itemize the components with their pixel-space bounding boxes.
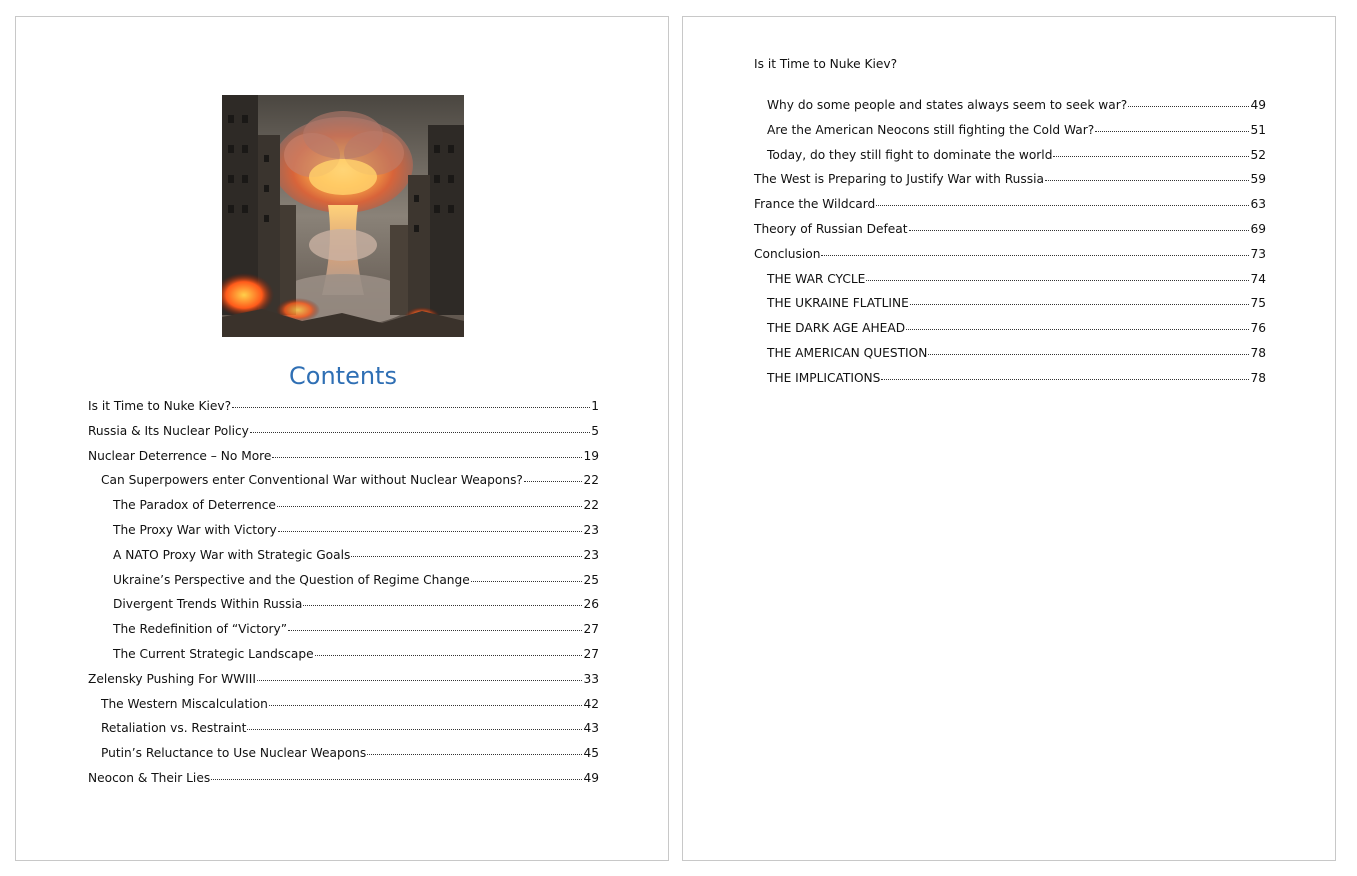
toc-leader-dots — [471, 580, 583, 582]
toc-entry[interactable] — [754, 143, 1266, 168]
toc-page-number[interactable]: 22 — [583, 473, 599, 488]
toc-entry-title[interactable]: Is it Time to Nuke Kiev? — [88, 399, 232, 413]
table-of-contents-left — [88, 394, 599, 791]
toc-page-number[interactable]: 27 — [583, 622, 599, 637]
toc-entry-title[interactable]: THE IMPLICATIONS — [767, 370, 881, 385]
toc-leader-dots — [269, 704, 583, 706]
toc-entry[interactable] — [88, 741, 599, 766]
toc-entry[interactable] — [88, 667, 599, 692]
toc-leader-dots — [866, 279, 1249, 281]
toc-entry[interactable] — [754, 93, 1266, 118]
toc-page-number[interactable]: 49 — [583, 770, 599, 785]
toc-leader-dots — [928, 353, 1249, 355]
toc-page-number[interactable]: 45 — [583, 746, 599, 761]
toc-leader-dots — [367, 753, 582, 755]
toc-entry[interactable] — [88, 592, 599, 617]
toc-entry[interactable] — [754, 242, 1266, 267]
toc-entry-title[interactable]: Retaliation vs. Restraint — [101, 721, 247, 736]
toc-page-number[interactable]: 26 — [583, 597, 599, 612]
toc-entry-title[interactable]: Ukraine’s Perspective and the Question of Regime Change — [113, 572, 470, 587]
toc-page-number[interactable]: 51 — [1250, 122, 1266, 137]
toc-entry-title[interactable]: THE WAR CYCLE — [767, 271, 866, 286]
toc-leader-dots — [876, 204, 1249, 206]
toc-entry[interactable] — [754, 118, 1266, 143]
toc-entry[interactable] — [754, 167, 1266, 192]
toc-entry-title[interactable]: The Redefinition of “Victory” — [113, 622, 288, 637]
toc-entry[interactable] — [88, 568, 599, 593]
toc-page-number[interactable]: 23 — [583, 547, 599, 562]
toc-entry[interactable] — [88, 394, 599, 419]
toc-entry-title[interactable]: Theory of Russian Defeat — [754, 221, 908, 236]
toc-entry-title[interactable]: A NATO Proxy War with Strategic Goals — [113, 547, 351, 562]
toc-entry-title[interactable]: THE AMERICAN QUESTION — [767, 345, 928, 360]
toc-entry-title[interactable]: The Current Strategic Landscape — [113, 646, 314, 661]
toc-leader-dots — [1128, 105, 1249, 107]
toc-leader-dots — [909, 229, 1250, 231]
toc-entry-title[interactable]: Can Superpowers enter Conventional War without Nuclear Weapons? — [101, 473, 523, 488]
toc-entry[interactable] — [88, 518, 599, 543]
toc-leader-dots — [211, 778, 582, 780]
toc-leader-dots — [351, 555, 582, 557]
toc-leader-dots — [1053, 155, 1249, 157]
toc-entry-title[interactable]: France the Wildcard — [754, 197, 876, 212]
toc-page-number[interactable]: 22 — [583, 498, 599, 513]
toc-entry[interactable] — [754, 341, 1266, 366]
document-page-right — [682, 16, 1336, 861]
toc-entry-title[interactable]: Divergent Trends Within Russia — [113, 597, 303, 612]
toc-page-number[interactable]: 73 — [1250, 246, 1266, 261]
toc-entry[interactable] — [754, 267, 1266, 292]
table-of-contents-right — [754, 93, 1266, 391]
toc-leader-dots — [881, 378, 1249, 380]
toc-entry[interactable] — [88, 642, 599, 667]
toc-page-number[interactable]: 49 — [1250, 98, 1266, 112]
toc-leader-dots — [250, 431, 590, 433]
toc-page-number[interactable]: 19 — [583, 448, 599, 463]
toc-entry[interactable] — [88, 468, 599, 493]
toc-page-number[interactable]: 59 — [1250, 172, 1266, 187]
toc-page-number[interactable]: 78 — [1250, 345, 1266, 360]
toc-entry[interactable] — [88, 617, 599, 642]
toc-leader-dots — [910, 303, 1250, 305]
toc-entry-title[interactable]: Putin’s Reluctance to Use Nuclear Weapons — [101, 746, 367, 761]
toc-entry-title[interactable]: Conclusion — [754, 246, 821, 261]
toc-leader-dots — [303, 604, 582, 606]
toc-leader-dots — [277, 505, 583, 507]
toc-entry-title[interactable]: THE UKRAINE FLATLINE — [767, 296, 909, 311]
page-header-title: Is it Time to Nuke Kiev? — [754, 57, 898, 71]
toc-leader-dots — [1045, 179, 1250, 181]
toc-entry[interactable] — [88, 444, 599, 469]
toc-page-number[interactable]: 43 — [583, 721, 599, 736]
toc-entry-title[interactable]: Nuclear Deterrence – No More — [88, 448, 272, 463]
toc-entry-title[interactable]: The Proxy War with Victory — [113, 522, 277, 537]
toc-entry-title[interactable]: Are the American Neocons still fighting the Cold War? — [767, 122, 1095, 137]
toc-page-number[interactable]: 75 — [1250, 296, 1266, 311]
toc-page-number[interactable]: 23 — [583, 522, 599, 537]
toc-page-number[interactable]: 76 — [1250, 321, 1266, 336]
toc-entry[interactable] — [754, 366, 1266, 391]
toc-entry[interactable] — [88, 493, 599, 518]
toc-leader-dots — [247, 728, 582, 730]
document-page-left — [15, 16, 669, 861]
toc-page-number[interactable]: 5 — [591, 423, 599, 438]
mushroom-cloud-illustration — [222, 95, 464, 337]
contents-title: Contents — [289, 362, 397, 390]
toc-entry-title[interactable]: The Paradox of Deterrence — [113, 498, 276, 513]
toc-entry-title[interactable]: Today, do they still fight to dominate the world — [767, 147, 1053, 162]
toc-page-number[interactable]: 33 — [583, 671, 599, 686]
toc-page-number[interactable]: 52 — [1250, 147, 1266, 162]
toc-entry-title[interactable]: Why do some people and states always seem to seek war? — [767, 98, 1128, 112]
toc-page-number[interactable]: 42 — [583, 696, 599, 711]
toc-leader-dots — [906, 328, 1249, 330]
toc-entry-title[interactable]: THE DARK AGE AHEAD — [767, 321, 906, 336]
toc-entry-title[interactable]: Neocon & Their Lies — [88, 770, 211, 785]
toc-leader-dots — [1095, 130, 1249, 132]
toc-entry[interactable] — [88, 543, 599, 568]
toc-entry[interactable] — [754, 316, 1266, 341]
toc-page-number[interactable]: 69 — [1250, 221, 1266, 236]
toc-page-number[interactable]: 1 — [591, 399, 599, 413]
toc-leader-dots — [821, 254, 1249, 256]
toc-entry-title[interactable]: Russia & Its Nuclear Policy — [88, 423, 249, 438]
toc-page-number[interactable]: 78 — [1250, 370, 1266, 385]
toc-entry-title[interactable]: Zelensky Pushing For WWIII — [88, 671, 256, 686]
toc-entry[interactable] — [754, 291, 1266, 316]
toc-entry-title[interactable]: The West is Preparing to Justify War with Russia — [754, 172, 1044, 187]
toc-leader-dots — [257, 679, 583, 681]
toc-entry-title[interactable]: The Western Miscalculation — [101, 696, 268, 711]
toc-leader-dots — [288, 629, 582, 631]
toc-page-number[interactable]: 63 — [1250, 197, 1266, 212]
toc-page-number[interactable]: 74 — [1250, 271, 1266, 286]
toc-entry[interactable] — [88, 766, 599, 791]
toc-leader-dots — [232, 406, 590, 408]
toc-page-number[interactable]: 25 — [583, 572, 599, 587]
toc-entry[interactable] — [88, 692, 599, 717]
toc-entry[interactable] — [88, 419, 599, 444]
toc-leader-dots — [278, 530, 583, 532]
toc-leader-dots — [315, 654, 583, 656]
toc-leader-dots — [272, 456, 582, 458]
toc-entry[interactable] — [754, 217, 1266, 242]
cover-image — [222, 95, 464, 337]
toc-entry[interactable] — [754, 192, 1266, 217]
toc-leader-dots — [524, 480, 583, 482]
toc-entry[interactable] — [88, 716, 599, 741]
toc-page-number[interactable]: 27 — [583, 646, 599, 661]
